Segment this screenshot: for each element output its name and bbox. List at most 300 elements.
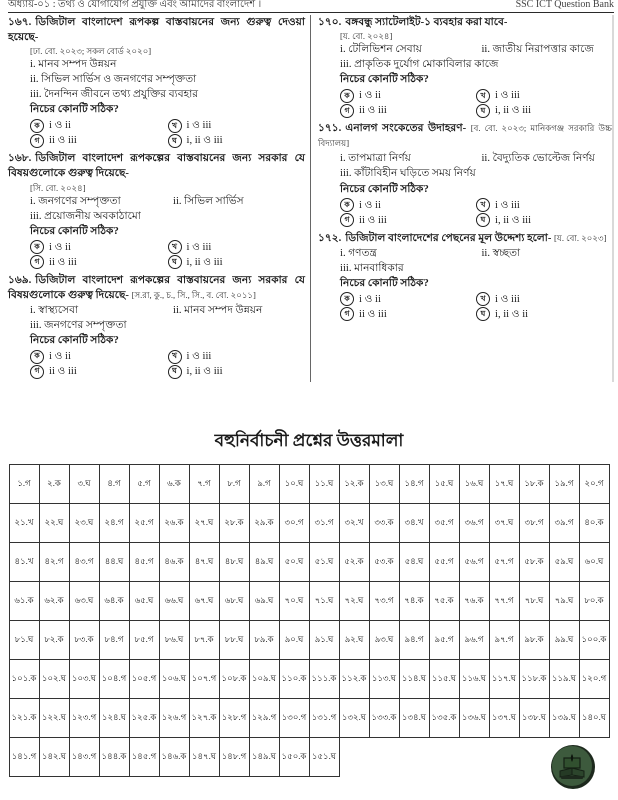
answer-cell: ৯০.ঘ <box>279 621 309 660</box>
answer-cell: ৬৪.ক <box>99 582 129 621</box>
choice-letter-circle: গ <box>30 365 44 379</box>
answer-cell: ৭৬.ক <box>459 582 489 621</box>
answer-cell: ১০৬.ঘ <box>159 660 189 699</box>
choice-option <box>340 213 476 228</box>
answers-row <box>9 738 609 777</box>
choice-option <box>340 307 476 322</box>
answers-row <box>9 621 609 660</box>
answer-cell: ৮৬.ঘ <box>159 621 189 660</box>
answer-cell: ১৪২.ঘ <box>39 738 69 777</box>
answer-cell: ৭৯.ঘ <box>549 582 579 621</box>
answer-cell: ৭৭.গ <box>489 582 519 621</box>
choice-text: i, ii ও iii <box>186 366 223 378</box>
answer-cell: ১৯.গ <box>549 465 579 504</box>
choice-option <box>30 349 168 364</box>
choice-option <box>30 240 168 255</box>
answer-cell: ৭৮.ঘ <box>519 582 549 621</box>
questions-right-column <box>311 15 614 382</box>
choice-letter-circle: খ <box>476 198 490 212</box>
answer-cell: ৪.গ <box>99 465 129 504</box>
answer-cell: ৯৯.ঘ <box>549 621 579 660</box>
choice-letter-circle: ঘ <box>168 365 182 379</box>
answer-cell: ৩৫.গ <box>429 504 459 543</box>
answer-cell: ৫১.ঘ <box>309 543 339 582</box>
question-text: ডিজিটাল বাংলাদেশ রূপকল্প বাস্তবায়নের জন্য গুরুত্ব দেওয়া হয়েছে- <box>8 17 305 44</box>
answer-cell: ৭১.ঘ <box>309 582 339 621</box>
answer-cell: ৩৩.ক <box>369 504 399 543</box>
choice-letter-circle: ঘ <box>476 104 490 118</box>
choices-grid <box>340 292 612 322</box>
statement-item: ii. সিভিল সার্ভিস ও জনগণের সম্পৃক্ততা <box>30 74 197 86</box>
choice-letter-circle: ক <box>30 350 44 364</box>
answer-cell: ১৪৪.ক <box>99 738 129 777</box>
question-head <box>8 15 305 57</box>
choice-text: i, ii ও ii <box>495 308 529 320</box>
choice-text: i ও iii <box>186 241 212 253</box>
answer-cell: ১৭.ঘ <box>489 465 519 504</box>
answer-cell: ৭৩.গ <box>369 582 399 621</box>
choice-option <box>168 240 306 255</box>
choice-option <box>168 364 306 379</box>
answers-row <box>9 543 609 582</box>
choice-option <box>30 118 168 133</box>
choice-text: i, ii ও iii <box>495 105 532 117</box>
question-prompt: নিচের কোনটি সঠিক? <box>340 183 429 195</box>
question-block <box>8 151 305 269</box>
statement-item: iii. কাঁটাবিহীন ঘড়িতে সময় নির্ণয় <box>340 168 476 180</box>
answer-cell: ৪০.ক <box>579 504 609 543</box>
answer-cell: ১৩৭.ঘ <box>489 699 519 738</box>
question-prompt: নিচের কোনটি সঠিক? <box>30 104 119 116</box>
answer-cell: ১২.ক <box>339 465 369 504</box>
choice-text: ii ও iii <box>49 135 77 147</box>
answer-cell: ৬.ক <box>159 465 189 504</box>
answer-cell: ৯৭.গ <box>489 621 519 660</box>
answer-cell: ১৮.ক <box>519 465 549 504</box>
choice-letter-circle: খ <box>476 89 490 103</box>
answers-title: বহুনির্বাচনী প্রশ্নের উত্তরমালা <box>214 431 404 451</box>
answer-cell: ৮৯.ক <box>249 621 279 660</box>
answer-cell: ৭৪.ক <box>399 582 429 621</box>
choice-text: i, ii ও iii <box>495 214 532 226</box>
answer-cell: ৫৫.গ <box>429 543 459 582</box>
choice-text: i, ii ও iii <box>186 256 223 268</box>
choice-letter-circle: গ <box>30 255 44 269</box>
answer-cell: ১৩৩.ক <box>369 699 399 738</box>
answer-cell: ১৪৩.গ <box>69 738 99 777</box>
statement-item: ii. সিভিল সার্ভিস <box>173 195 244 207</box>
answer-cell: ১৪৯.ঘ <box>249 738 279 777</box>
question-text: ডিজিটাল বাংলাদেশ রূপকল্পের বাস্তবায়নের জন্য সরকার যে বিষয়গুলোকে গুরুত্ব দিয়েছে- <box>8 153 305 180</box>
statement-item: ii. স্বচ্ছতা <box>481 247 521 259</box>
question-number: ১৬৭. <box>8 17 32 28</box>
choice-option <box>168 133 306 148</box>
question-body <box>30 303 305 379</box>
answer-cell: ৯৬.গ <box>459 621 489 660</box>
choice-letter-circle: ঘ <box>476 213 490 227</box>
answer-cell: ১৩০.গ <box>279 699 309 738</box>
choices-grid <box>340 88 612 118</box>
answer-cell: ১১৩.ঘ <box>369 660 399 699</box>
answer-cell: ১৩৮.ঘ <box>519 699 549 738</box>
answer-cell: ৭২.ঘ <box>339 582 369 621</box>
questions-area <box>8 15 614 382</box>
answer-cell: ১১০.ক <box>279 660 309 699</box>
answer-cell: ৬০.ঘ <box>579 543 609 582</box>
answer-cell: ১২১.ক <box>9 699 39 738</box>
answer-cell: ১১৮.ক <box>519 660 549 699</box>
choice-text: i ও iii <box>495 90 520 102</box>
choice-option <box>30 133 168 148</box>
answer-cell: ৩৬.গ <box>459 504 489 543</box>
choice-text: i, ii ও iii <box>186 135 223 147</box>
choice-text: i ও ii <box>359 90 381 102</box>
answer-cell: ১০২.ঘ <box>39 660 69 699</box>
answer-cell: ৭.গ <box>189 465 219 504</box>
answer-cell: ১৩৫.ক <box>429 699 459 738</box>
answer-cell: ২০.গ <box>579 465 609 504</box>
answer-cell: ১২৫.ক <box>129 699 159 738</box>
statement-item: i. জনগণের সম্পৃক্ততা <box>30 195 121 207</box>
answer-cell: ৪৮.ঘ <box>219 543 249 582</box>
choice-option <box>340 88 476 103</box>
answers-row <box>9 660 609 699</box>
choice-option <box>476 292 612 307</box>
answer-cell: ৩.ঘ <box>69 465 99 504</box>
choice-letter-circle: ক <box>340 292 354 306</box>
choice-letter-circle: গ <box>340 104 354 118</box>
answer-cell: ৫৬.গ <box>459 543 489 582</box>
answer-cell: ২৮.ক <box>219 504 249 543</box>
answer-cell: ১০৯.ঘ <box>249 660 279 699</box>
answer-cell: ৬৯.ঘ <box>249 582 279 621</box>
answer-cell <box>519 738 549 777</box>
answer-cell <box>489 738 519 777</box>
answer-cell: ১৩১.গ <box>309 699 339 738</box>
choices-grid <box>30 240 305 270</box>
answer-cell: ১২৯.গ <box>249 699 279 738</box>
choice-option <box>476 103 612 118</box>
statement-item: ii. মানব সম্পদ উন্নয়ন <box>173 304 263 316</box>
answer-cell: ৮৪.গ <box>99 621 129 660</box>
question-reference: [য. বো. ২০২৩] <box>554 232 607 243</box>
answer-cell: ২৭.ঘ <box>189 504 219 543</box>
answer-cell: ৮১.ঘ <box>9 621 39 660</box>
question-body <box>340 151 612 227</box>
answer-cell: ৯৩.ঘ <box>369 621 399 660</box>
chapter-title: অধ্যায়-০১ : তথ্য ও যোগাযোগ প্রযুক্তি এবং আমাদের বাংলাদেশ । <box>8 0 262 10</box>
choice-letter-circle: ক <box>340 89 354 103</box>
answer-cell: ১৪০.ঘ <box>579 699 609 738</box>
answer-cell: ১১৯.ঘ <box>549 660 579 699</box>
answer-cell: ১৪৬.ক <box>159 738 189 777</box>
answer-cell: ৪৫.গ <box>129 543 159 582</box>
answer-cell: ৩৪.খ <box>399 504 429 543</box>
choice-text: ii ও iii <box>359 214 387 226</box>
answer-cell: ২.ক <box>39 465 69 504</box>
answer-cell <box>459 738 489 777</box>
question-head <box>318 231 612 246</box>
answer-cell: ৫২.ক <box>339 543 369 582</box>
answers-row <box>9 465 609 504</box>
choice-letter-circle: ঘ <box>476 307 490 321</box>
answer-cell: ৬৮.ঘ <box>219 582 249 621</box>
question-reference: [ঢা. বো. ২০২৩; সকল বোর্ড ২০২০] <box>30 46 152 57</box>
answer-cell: ১২৮.গ <box>219 699 249 738</box>
answer-cell: ২৬.ক <box>159 504 189 543</box>
choice-text: ii ও iii <box>359 105 387 117</box>
answer-cell: ১২৬.গ <box>159 699 189 738</box>
choice-letter-circle: খ <box>168 350 182 364</box>
answer-cell: ৩০.গ <box>279 504 309 543</box>
answer-cell: ৯৮.ক <box>519 621 549 660</box>
statement-item: iii. জনগণের সম্পৃক্ততা <box>30 319 127 331</box>
answer-cell: ৩২.খ <box>339 504 369 543</box>
answer-cell: ৪১.খ <box>9 543 39 582</box>
answer-cell: ১৩৯.ঘ <box>549 699 579 738</box>
answer-cell: ১৪৫.গ <box>129 738 159 777</box>
choice-letter-circle: খ <box>476 292 490 306</box>
answer-cell: ৮২.ক <box>39 621 69 660</box>
answer-cell: ৬৬.ঘ <box>159 582 189 621</box>
choice-text: i ও iii <box>186 120 212 132</box>
statement-item-row <box>30 303 305 318</box>
choice-text: i ও ii <box>49 120 71 132</box>
answer-cell: ২২.ঘ <box>39 504 69 543</box>
answer-cell: ১১৪.ঘ <box>399 660 429 699</box>
question-text: ডিজিটাল বাংলাদেশ রূপকল্পের বাস্তবায়নের জন্য সরকার যে বিষয়গুলোকে গুরুত্ব দিয়েছে- <box>8 274 305 301</box>
answers-row <box>9 699 609 738</box>
answer-cell: ৫০.ঘ <box>279 543 309 582</box>
choice-text: i ও ii <box>49 241 71 253</box>
answers-row <box>9 504 609 543</box>
answer-cell: ২৯.ক <box>249 504 279 543</box>
answer-cell: ৫৭.গ <box>489 543 519 582</box>
answer-cell: ১৩.ঘ <box>369 465 399 504</box>
answer-cell: ১০৩.ঘ <box>69 660 99 699</box>
answer-cell: ৯২.ঘ <box>339 621 369 660</box>
answer-cell: ১৫১.ঘ <box>309 738 339 777</box>
choice-letter-circle: ঘ <box>168 255 182 269</box>
answer-cell: ৮৩.ক <box>69 621 99 660</box>
statement-item: i. টেলিভিশন সেবায় <box>340 44 422 56</box>
answer-cell: ১০০.ক <box>579 621 609 660</box>
choice-letter-circle: খ <box>168 240 182 254</box>
question-head <box>8 151 305 193</box>
answer-cell <box>429 738 459 777</box>
answer-cell: ১৪৮.গ <box>219 738 249 777</box>
answer-cell: ৫৪.ঘ <box>399 543 429 582</box>
choices-grid <box>30 349 305 379</box>
question-prompt: নিচের কোনটি সঠিক? <box>340 277 429 289</box>
question-head <box>318 15 612 42</box>
statement-item: i. স্বাস্থ্যসেবা <box>30 304 79 316</box>
answer-cell <box>399 738 429 777</box>
choice-option <box>30 364 168 379</box>
answer-cell: ১০.ঘ <box>279 465 309 504</box>
page-header <box>8 0 614 13</box>
question-head <box>318 121 612 151</box>
answer-cell: ৬২.ক <box>39 582 69 621</box>
choice-text: i ও iii <box>495 199 520 211</box>
answer-cell: ১১.ঘ <box>309 465 339 504</box>
question-number: ১৭২. <box>318 232 342 244</box>
statement-item: i. গণতন্ত্র <box>340 247 377 259</box>
answer-cell: ৫৯.ঘ <box>549 543 579 582</box>
answer-cell: ১০৭.গ <box>189 660 219 699</box>
answer-cell: ১২৩.গ <box>69 699 99 738</box>
answer-cell: ৪৪.ঘ <box>99 543 129 582</box>
choice-text: ii ও iii <box>359 308 387 320</box>
question-body <box>340 246 612 322</box>
question-text: ডিজিটাল বাংলাদেশের পেছনের মূল উদ্দেশ্য হলো- <box>345 232 555 244</box>
question-number: ১৬৮. <box>8 153 32 165</box>
answer-cell: ৬৩.ঘ <box>69 582 99 621</box>
answer-cell: ১২৪.ঘ <box>99 699 129 738</box>
question-text: বঙ্গবন্ধু স্যাটেলাইট-১ ব্যবহার করা যাবে- <box>345 17 508 28</box>
questions-left-column <box>8 15 311 382</box>
choice-option <box>340 103 476 118</box>
answer-cell: ৩৮.গ <box>519 504 549 543</box>
choice-option <box>476 88 612 103</box>
choice-option <box>340 292 476 307</box>
answers-table-body <box>9 465 609 777</box>
question-reference: [ব. বো. ২০২৩; মানিকগঞ্জ সরকারি উচ্চ বিদ্যালয়] <box>318 123 612 149</box>
question-prompt: নিচের কোনটি সঠিক? <box>30 335 119 346</box>
question-block <box>8 273 305 379</box>
question-reference: [স.রা, কু., চ., সি., সি., ব. বো. ২০১১] <box>131 289 256 300</box>
answer-cell: ১৪১.গ <box>9 738 39 777</box>
answer-cell: ১৩৪.ঘ <box>399 699 429 738</box>
question-text: এনালগ সংকেতের উদাহরণ- <box>345 123 471 135</box>
answer-cell: ৫৩.ক <box>369 543 399 582</box>
statement-item: iii. প্রাকৃতিক দুর্যোগ মোকাবিলার কাজে <box>340 59 499 71</box>
answer-cell: ৩১.গ <box>309 504 339 543</box>
answer-cell: ১২৭.ক <box>189 699 219 738</box>
choice-text: i ও ii <box>49 351 71 363</box>
answer-cell: ১৬.ঘ <box>459 465 489 504</box>
book-icon <box>550 744 596 790</box>
answer-cell: ৪২.গ <box>39 543 69 582</box>
statement-item-row <box>340 42 612 57</box>
choice-letter-circle: খ <box>168 119 182 133</box>
answer-cell <box>339 738 369 777</box>
answer-cell: ১৪.গ <box>399 465 429 504</box>
answer-cell: ১২০.গ <box>579 660 609 699</box>
choices-grid <box>340 198 612 228</box>
answer-cell: ১১৬.ঘ <box>459 660 489 699</box>
answer-cell: ৭০.ঘ <box>279 582 309 621</box>
answer-cell: ১১৭.ঘ <box>489 660 519 699</box>
choice-option <box>30 255 168 270</box>
choice-letter-circle: ক <box>340 198 354 212</box>
question-number: ১৭১. <box>318 123 342 135</box>
choice-text: i ও iii <box>495 293 520 305</box>
brand-title: SSC ICT Question Bank <box>515 0 614 10</box>
answer-cell: ৬৫.ঘ <box>129 582 159 621</box>
choice-letter-circle: গ <box>340 307 354 321</box>
answer-cell: ৪৬.ক <box>159 543 189 582</box>
choice-option <box>340 198 476 213</box>
answer-cell: ৪৩.গ <box>69 543 99 582</box>
question-body <box>30 57 305 148</box>
answer-cell: ৭৫.ক <box>429 582 459 621</box>
statement-item-row <box>340 151 612 166</box>
answer-cell: ৮৮.ঘ <box>219 621 249 660</box>
question-reference: [সি. বো. ২০২৪] <box>30 182 86 193</box>
answer-cell: ১১১.ক <box>309 660 339 699</box>
answer-cell: ৪৭.ঘ <box>189 543 219 582</box>
choice-option <box>476 198 612 213</box>
answer-cell: ৯১.ঘ <box>309 621 339 660</box>
answer-cell: ৮৫.গ <box>129 621 159 660</box>
question-block <box>318 15 612 118</box>
answer-cell: ৮৭.ক <box>189 621 219 660</box>
choice-letter-circle: গ <box>30 134 44 148</box>
statement-item: iii. দৈনন্দিন জীবনে তথ্য প্রযুক্তির ব্যবহার <box>30 89 199 101</box>
answer-cell: ২১.খ <box>9 504 39 543</box>
statement-item: iii. প্রয়োজনীয় অবকাঠামো <box>30 210 141 222</box>
answer-cell: ১০৮.ক <box>219 660 249 699</box>
answer-cell: ৪৯.ঘ <box>249 543 279 582</box>
question-body <box>340 42 612 118</box>
answers-table <box>9 464 610 777</box>
answer-cell: ১৫.ঘ <box>429 465 459 504</box>
question-head <box>8 273 305 303</box>
choice-letter-circle: ক <box>30 240 44 254</box>
answer-cell: ১৪৭.ঘ <box>189 738 219 777</box>
choice-letter-circle: ক <box>30 119 44 133</box>
question-block <box>8 15 305 148</box>
answer-cell <box>369 738 399 777</box>
choice-text: ii ও iii <box>49 256 77 268</box>
answer-cell: ৮০.ক <box>579 582 609 621</box>
statement-item: ii. বৈদ্যুতিক ভোল্টেজ নির্ণয় <box>481 153 595 165</box>
answer-cell: ১১৫.ঘ <box>429 660 459 699</box>
statement-item: ii. জাতীয় নিরাপত্তার কাজে <box>481 44 594 56</box>
answer-cell: ২৩.ঘ <box>69 504 99 543</box>
answer-cell: ১.গ <box>9 465 39 504</box>
statement-item: iii. মানবাধিকার <box>340 262 404 274</box>
choices-grid <box>30 118 305 148</box>
answer-cell: ৫.গ <box>129 465 159 504</box>
question-block <box>318 121 612 227</box>
statement-item: i. মানব সম্পদ উন্নয়ন <box>30 59 117 71</box>
answer-cell: ৫৮.ক <box>519 543 549 582</box>
answer-cell: ২৫.গ <box>129 504 159 543</box>
question-prompt: নিচের কোনটি সঠিক? <box>340 74 429 86</box>
question-number: ১৬৯. <box>8 274 32 286</box>
choice-text: i ও ii <box>359 293 381 305</box>
answer-cell: ৯.গ <box>249 465 279 504</box>
choice-option <box>168 255 306 270</box>
statement-item-row <box>30 194 305 209</box>
choice-letter-circle: গ <box>340 213 354 227</box>
answer-cell: ৩৭.ঘ <box>489 504 519 543</box>
answer-cell: ১০৪.গ <box>99 660 129 699</box>
answer-cell: ৬৭.ঘ <box>189 582 219 621</box>
question-prompt: নিচের কোনটি সঠিক? <box>30 225 119 237</box>
choice-option <box>168 349 306 364</box>
question-reference: [য. বো. ২০২৪] <box>340 31 393 42</box>
answer-cell: ১২২.ঘ <box>39 699 69 738</box>
question-number: ১৭০. <box>318 17 342 28</box>
answer-cell: ৩৯.গ <box>549 504 579 543</box>
choice-text: i ও ii <box>359 199 381 211</box>
choice-option <box>168 118 306 133</box>
answer-cell: ১৩২.ঘ <box>339 699 369 738</box>
statement-item: i. তাপমাত্রা নির্ণয় <box>340 153 411 165</box>
